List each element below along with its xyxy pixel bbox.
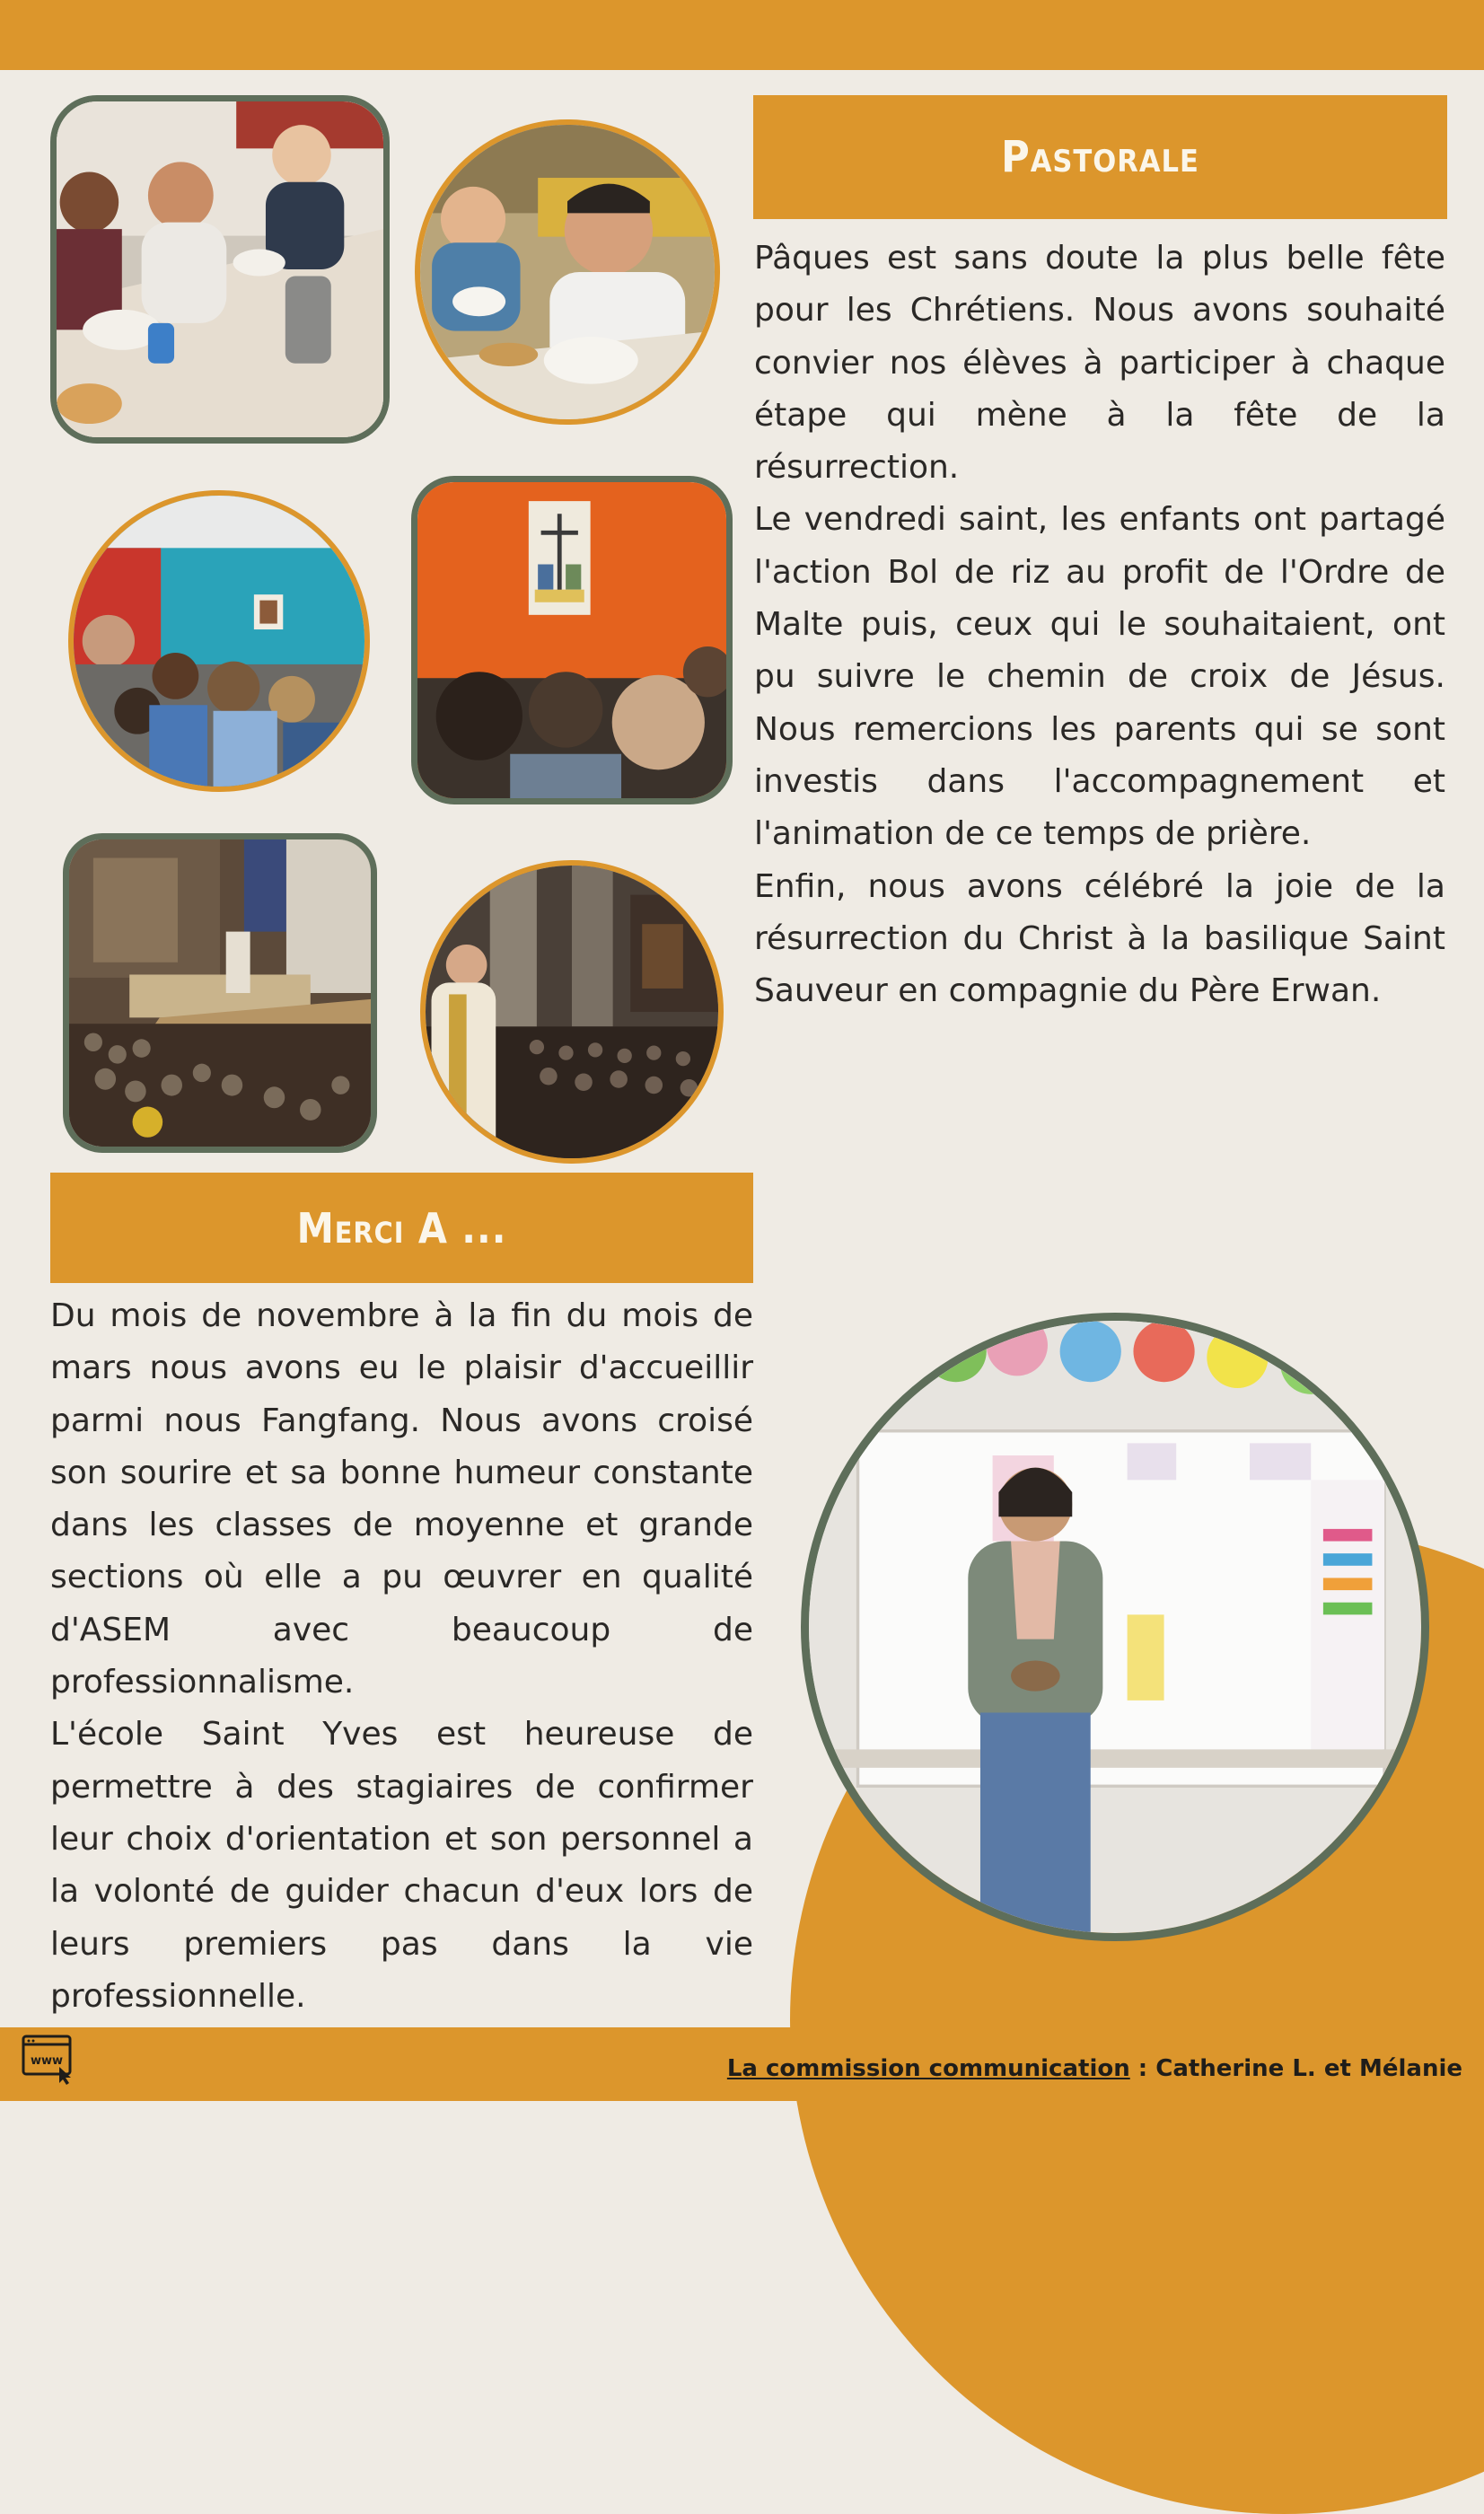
credit-authors: : Catherine L. et Mélanie: [1129, 2055, 1462, 2082]
pastorale-paragraph-3: Enfin, nous avons célébré la joie de la résurrection du Christ à la basilique Saint Sauveur en compagnie du Père Erwan.: [754, 867, 1445, 1010]
photo-children-rice-bowl-1: [50, 95, 390, 444]
merci-title: Merci A ...: [296, 1203, 507, 1253]
photo-crucifix-prayer: [411, 476, 733, 804]
web-icon-label: www: [30, 2054, 64, 2068]
pastorale-body: [754, 233, 1445, 1017]
photo-fangfang-classroom: [801, 1313, 1429, 1941]
photo-classroom-way-of-cross: [68, 490, 370, 792]
merci-paragraph-1: Du mois de novembre à la fin du mois de mars nous avons eu le plaisir d'accueillir parmi nous Fangfang. Nous avons croisé son sourire et sa bonne humeur constante dans les classes de moyenne et grande sections où elle a pu œuvrer en qualité d'ASEM avec beaucoup de professionnalisme.: [50, 1297, 753, 1701]
photo-basilica-interior: [63, 833, 377, 1153]
merci-title-banner: [50, 1173, 753, 1283]
merci-body: [50, 1290, 753, 2023]
commission-communication-link[interactable]: La commission communication: [726, 2055, 1130, 2082]
merci-paragraph-2: L'école Saint Yves est heureuse de permettre à des stagiaires de confirmer leur choix d'orientation et son personnel a la volonté de guider chacun d'eux lors de leurs premiers pas dans la vie professionnelle.: [50, 1716, 753, 2015]
pastorale-title-banner: [753, 95, 1447, 219]
pastorale-paragraph-1: Pâques est sans doute la plus belle fête pour les Chrétiens. Nous avons souhaité convier nos élèves à participer à chaque étape qui mène à la fête de la résurrection.: [754, 240, 1445, 487]
web-icon[interactable]: [22, 2035, 75, 2085]
footer-credit: [727, 2055, 1462, 2082]
top-bar: [0, 0, 1484, 70]
photo-children-rice-bowl-2: [415, 119, 720, 425]
pastorale-paragraph-2: Le vendredi saint, les enfants ont partagé l'action Bol de riz au profit de l'Ordre de Malte puis, ceux qui le souhaitaient, ont pu suivre le chemin de croix de Jésus. Nous remercions les parents qui se sont investis dans l'accompagnement et l'animation de ce temps de prière.: [754, 501, 1445, 853]
photo-priest-basilica: [420, 860, 724, 1164]
pastorale-title: Pastorale: [1001, 132, 1199, 182]
